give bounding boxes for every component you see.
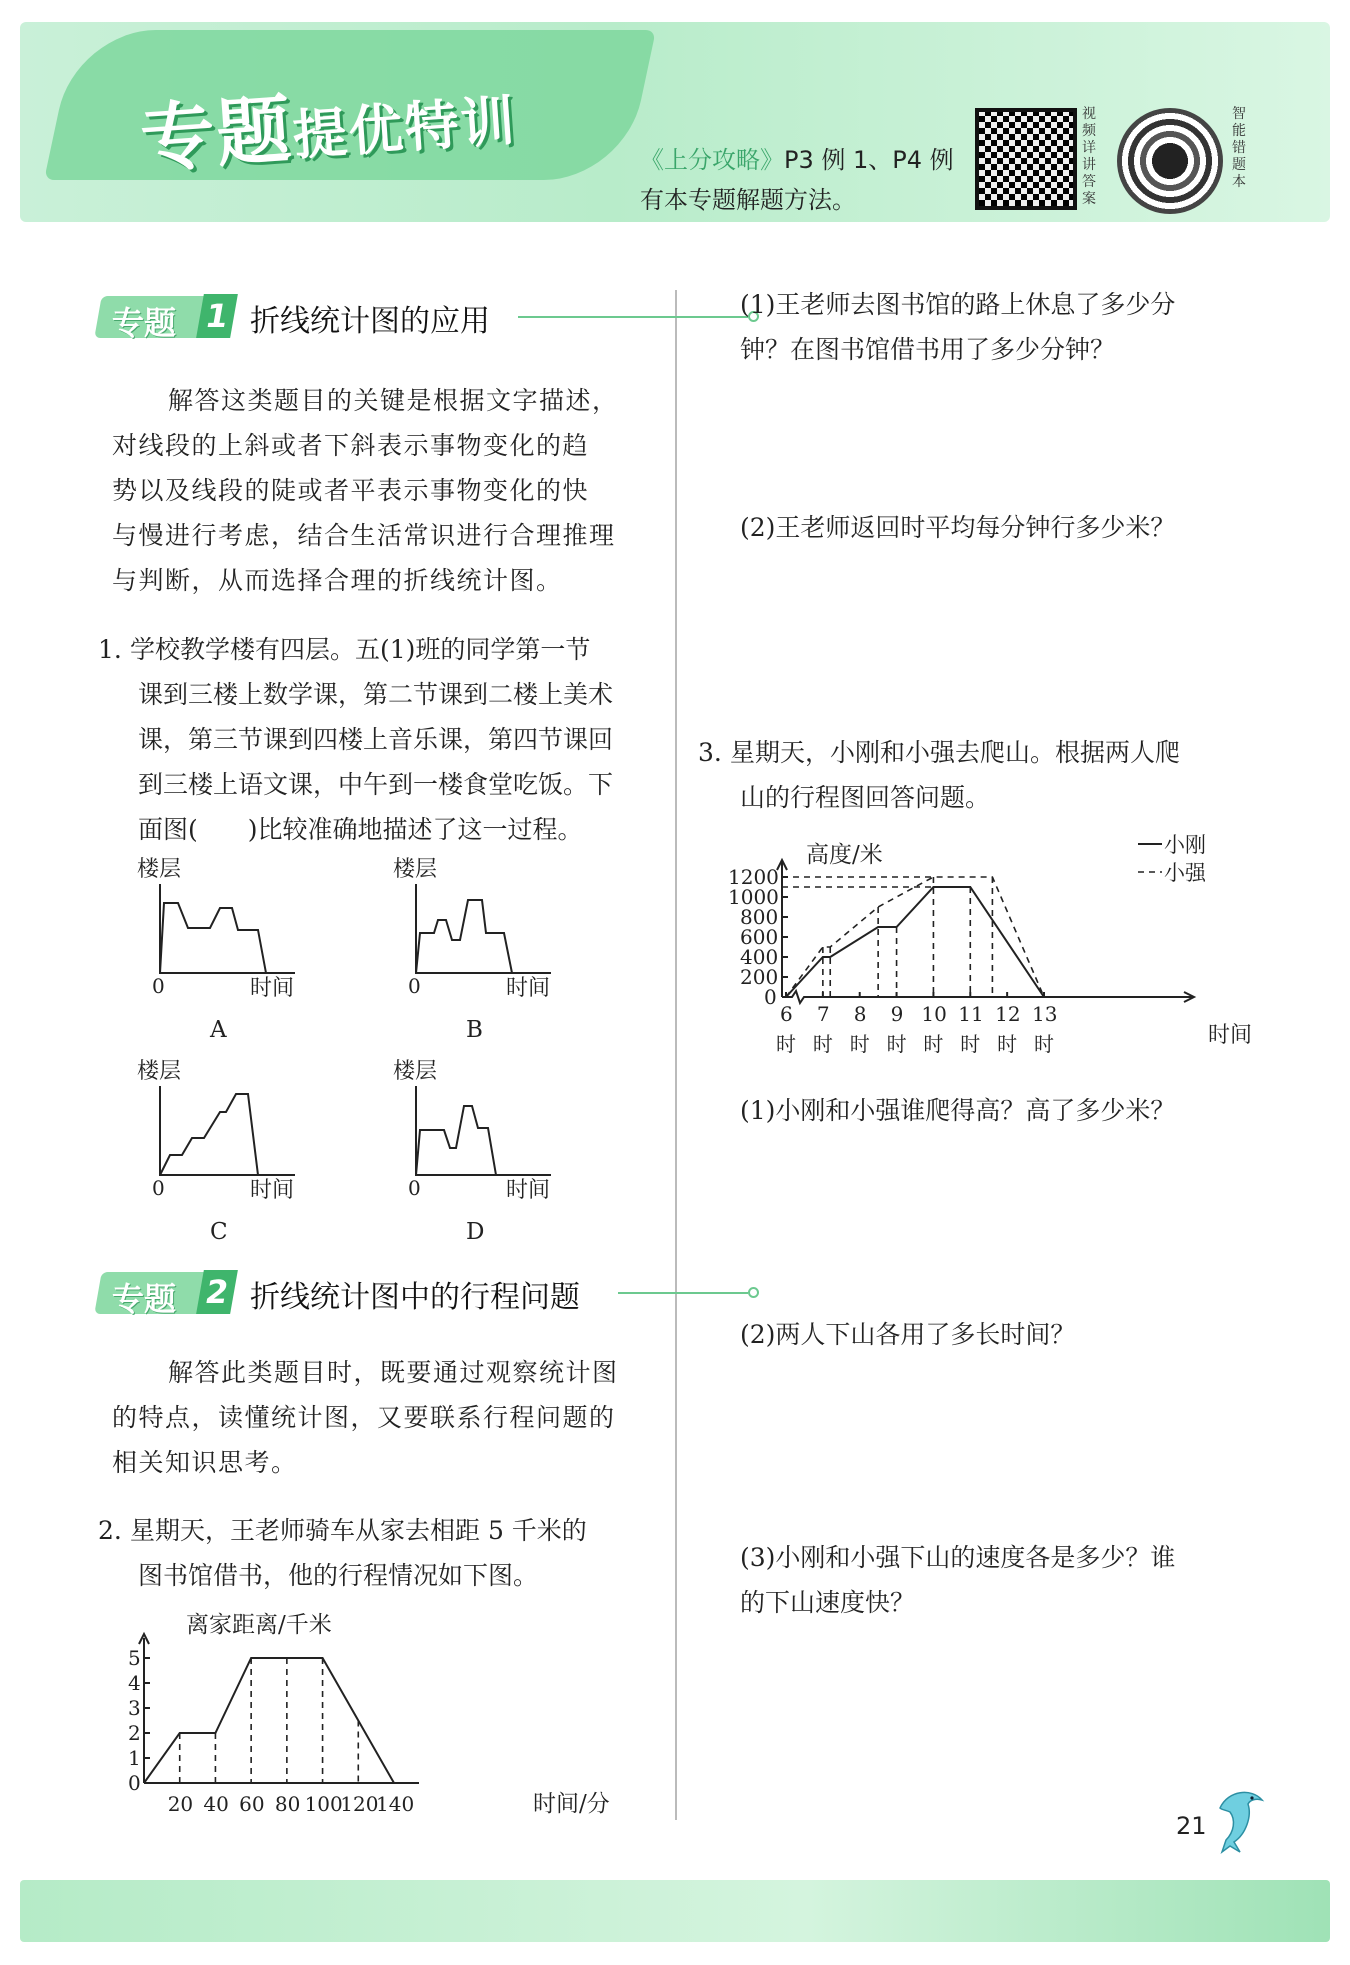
y-tick-label: 5 <box>128 1646 141 1670</box>
question-3-part-3 <box>740 1535 1280 1625</box>
section-rule <box>618 1292 748 1294</box>
dolphin-icon <box>1212 1786 1266 1856</box>
chart-x-label: 时间 <box>1208 1023 1253 1048</box>
y-tick-label: 400 <box>740 945 779 969</box>
q2-distance-chart <box>130 1598 670 1828</box>
x-tick-unit: 时 <box>886 1032 907 1056</box>
footer-band <box>20 1880 1330 1942</box>
section-number: 2 <box>196 1270 238 1314</box>
chart-y-label: 高度/米 <box>806 842 883 868</box>
chart-x-label: 时间/分 <box>533 1791 610 1817</box>
question-2 <box>98 1508 668 1598</box>
x-axis-label: 时间 <box>250 1178 295 1203</box>
chart-legend <box>1138 833 1207 885</box>
y-tick-label: 2 <box>128 1721 141 1745</box>
x-tick-label: 120 <box>340 1792 379 1816</box>
x-tick-unit: 时 <box>960 1032 981 1056</box>
intro-line: 势以及线段的陡或者平表示事物变化的快 <box>112 476 590 505</box>
option-label: C <box>210 1219 228 1245</box>
x-axis-label: 时间 <box>506 1178 551 1203</box>
x-tick-label: 40 <box>203 1792 229 1816</box>
question-line: 钟？在图书馆借书用了多少分钟？ <box>740 335 1116 364</box>
intro-line: 与判断，从而选择合理的折线统计图。 <box>112 566 563 595</box>
header-reference-line2: 有本专题解题方法。 <box>640 186 856 214</box>
option-label: B <box>466 1017 483 1043</box>
x-tick-unit: 时 <box>849 1032 870 1056</box>
series-line <box>160 1094 258 1175</box>
section-rule <box>518 316 748 318</box>
x-tick-unit: 时 <box>1034 1032 1054 1056</box>
y-tick-label: 0 <box>128 1771 141 1795</box>
origin-label: 0 <box>408 1176 421 1200</box>
intro-line: 的特点，读懂统计图，又要联系行程问题的 <box>112 1403 616 1432</box>
x-axis-label: 时间 <box>250 976 295 1001</box>
x-axis-label: 时间 <box>506 976 551 1001</box>
page-header <box>0 0 1350 240</box>
header-reference-text: P3 例 1、P4 例 <box>784 146 954 174</box>
axes <box>160 1086 295 1175</box>
x-tick-label: 20 <box>167 1792 194 1816</box>
x-tick-unit: 时 <box>997 1032 1018 1056</box>
x-tick-label: 7 <box>816 1002 830 1026</box>
x-tick-label: 11 <box>958 1002 984 1026</box>
q3-climb-chart <box>730 822 1270 1082</box>
qr-mistakes-label: 智能错题本 <box>1232 106 1246 190</box>
y-tick-label: 1200 <box>728 865 779 889</box>
question-2-part-2: (2)王老师返回时平均每分钟行多少米？ <box>740 513 1176 542</box>
intro-line: 解答此类题目时，既要通过观察统计图 <box>168 1358 619 1387</box>
y-axis-label: 楼层 <box>137 1059 182 1084</box>
question-3-part-2: (2)两人下山各用了多长时间？ <box>740 1320 1076 1349</box>
question-line: 学校教学楼有四层。五(1)班的同学第一节 <box>130 635 591 664</box>
series-line <box>416 1106 496 1175</box>
x-tick-unit: 时 <box>812 1032 833 1056</box>
series-line <box>160 903 266 973</box>
x-tick-unit: 时 <box>923 1032 944 1056</box>
qr-code-mistakes-icon[interactable] <box>1117 108 1223 214</box>
section-rule-end <box>748 1287 759 1298</box>
y-tick-label: 1 <box>128 1746 141 1770</box>
section-2-intro <box>112 1350 657 1485</box>
question-number: 2. <box>98 1516 122 1545</box>
legend-label-xiaoqiang: 小强 <box>1164 861 1206 885</box>
section-title: 折线统计图中的行程问题 <box>250 1280 580 1315</box>
y-tick-label: 4 <box>128 1671 141 1695</box>
section-label: 专题 <box>112 1280 177 1318</box>
question-line: 的下山速度快？ <box>740 1588 916 1617</box>
option-b-chart[interactable] <box>393 857 551 1043</box>
axes <box>160 884 295 973</box>
y-tick-label: 3 <box>128 1696 141 1720</box>
x-tick-label: 13 <box>1032 1002 1058 1026</box>
intro-line: 与慢进行考虑，结合生活常识进行合理推理 <box>112 521 616 550</box>
header-title-sub: 提优特训 <box>290 88 519 168</box>
question-2-part-1 <box>740 282 1280 372</box>
distance-series-line <box>144 1658 394 1783</box>
qr-video-label: 视频详讲答案 <box>1082 106 1096 207</box>
header-title-main: 专题 <box>137 86 296 183</box>
x-tick-label: 140 <box>376 1792 415 1816</box>
y-tick-label: 800 <box>740 905 779 929</box>
question-line: 课，第三节课到四楼上音乐课，第四节课回 <box>138 725 614 754</box>
y-tick-label: 600 <box>740 925 779 949</box>
x-tick-label: 9 <box>890 1002 904 1026</box>
x-tick-label: 80 <box>274 1792 301 1816</box>
intro-line: 解答这类题目的关键是根据文字描述， <box>168 386 619 415</box>
section-1-heading <box>98 292 658 342</box>
option-a-chart[interactable] <box>137 857 295 1043</box>
x-axis <box>782 991 1194 1003</box>
question-line: 星期天，小刚和小强去爬山。根据两人爬 <box>730 738 1181 767</box>
x-tick-label: 6 <box>780 1002 793 1026</box>
section-title: 折线统计图的应用 <box>250 304 490 339</box>
option-d-chart[interactable] <box>393 1059 551 1245</box>
y-axis-label: 楼层 <box>137 857 182 882</box>
x-tick-label: 8 <box>853 1002 867 1026</box>
origin-label: 0 <box>408 974 421 998</box>
x-tick-label: 10 <box>921 1002 947 1026</box>
intro-line: 对线段的上斜或者下斜表示事物变化的趋 <box>112 431 590 460</box>
question-line: 面图( )比较准确地描述了这一过程。 <box>138 815 583 844</box>
x-tick-label: 100 <box>304 1792 343 1816</box>
q1-options-charts <box>130 848 690 1268</box>
origin-label: 0 <box>152 1176 165 1200</box>
question-line: 图书馆借书，他的行程情况如下图。 <box>138 1561 539 1590</box>
question-3 <box>698 730 1278 820</box>
y-tick-label: 0 <box>764 985 777 1009</box>
section-2-heading <box>98 1268 658 1318</box>
question-line: 山的行程图回答问题。 <box>740 783 991 812</box>
question-line: 星期天，王老师骑车从家去相距 5 千米的 <box>130 1516 587 1545</box>
option-label: A <box>210 1017 227 1043</box>
origin-label: 0 <box>152 974 165 998</box>
series-xiaoqiang-line <box>786 877 1044 997</box>
series-xiaogang-line <box>786 887 1044 997</box>
x-tick-label: 60 <box>239 1792 265 1816</box>
page-number: 21 <box>1176 1812 1207 1840</box>
section-label: 专题 <box>112 304 177 342</box>
chart-y-label: 离家距离/千米 <box>186 1612 332 1638</box>
series-line <box>416 900 512 973</box>
y-axis-label: 楼层 <box>393 857 438 882</box>
question-number: 3. <box>698 738 722 767</box>
x-tick-unit: 时 <box>776 1032 796 1056</box>
section-number: 1 <box>196 294 238 338</box>
section-1-intro <box>112 378 657 603</box>
question-number: 1. <box>98 635 122 664</box>
y-tick-label: 1000 <box>728 885 779 909</box>
question-3-part-1: (1)小刚和小强谁爬得高？高了多少米？ <box>740 1096 1176 1125</box>
option-c-chart[interactable] <box>137 1059 295 1245</box>
y-tick-label: 200 <box>740 965 779 989</box>
y-axis-label: 楼层 <box>393 1059 438 1084</box>
question-line: (3)小刚和小强下山的速度各是多少？谁 <box>740 1543 1176 1572</box>
qr-code-video-icon[interactable] <box>975 108 1077 210</box>
option-label: D <box>466 1219 485 1245</box>
x-tick-label: 12 <box>995 1002 1021 1026</box>
question-line: (1)王老师去图书馆的路上休息了多少分 <box>740 290 1176 319</box>
question-1 <box>98 627 668 852</box>
question-line: 课到三楼上数学课，第二节课到二楼上美术 <box>138 680 614 709</box>
legend-label-xiaogang: 小刚 <box>1164 833 1206 857</box>
header-reference <box>640 140 954 220</box>
question-line: 到三楼上语文课，中午到一楼食堂吃饭。下 <box>138 770 614 799</box>
intro-line: 相关知识思考。 <box>112 1448 298 1477</box>
header-reference-link[interactable]: 《上分攻略》 <box>640 146 784 174</box>
